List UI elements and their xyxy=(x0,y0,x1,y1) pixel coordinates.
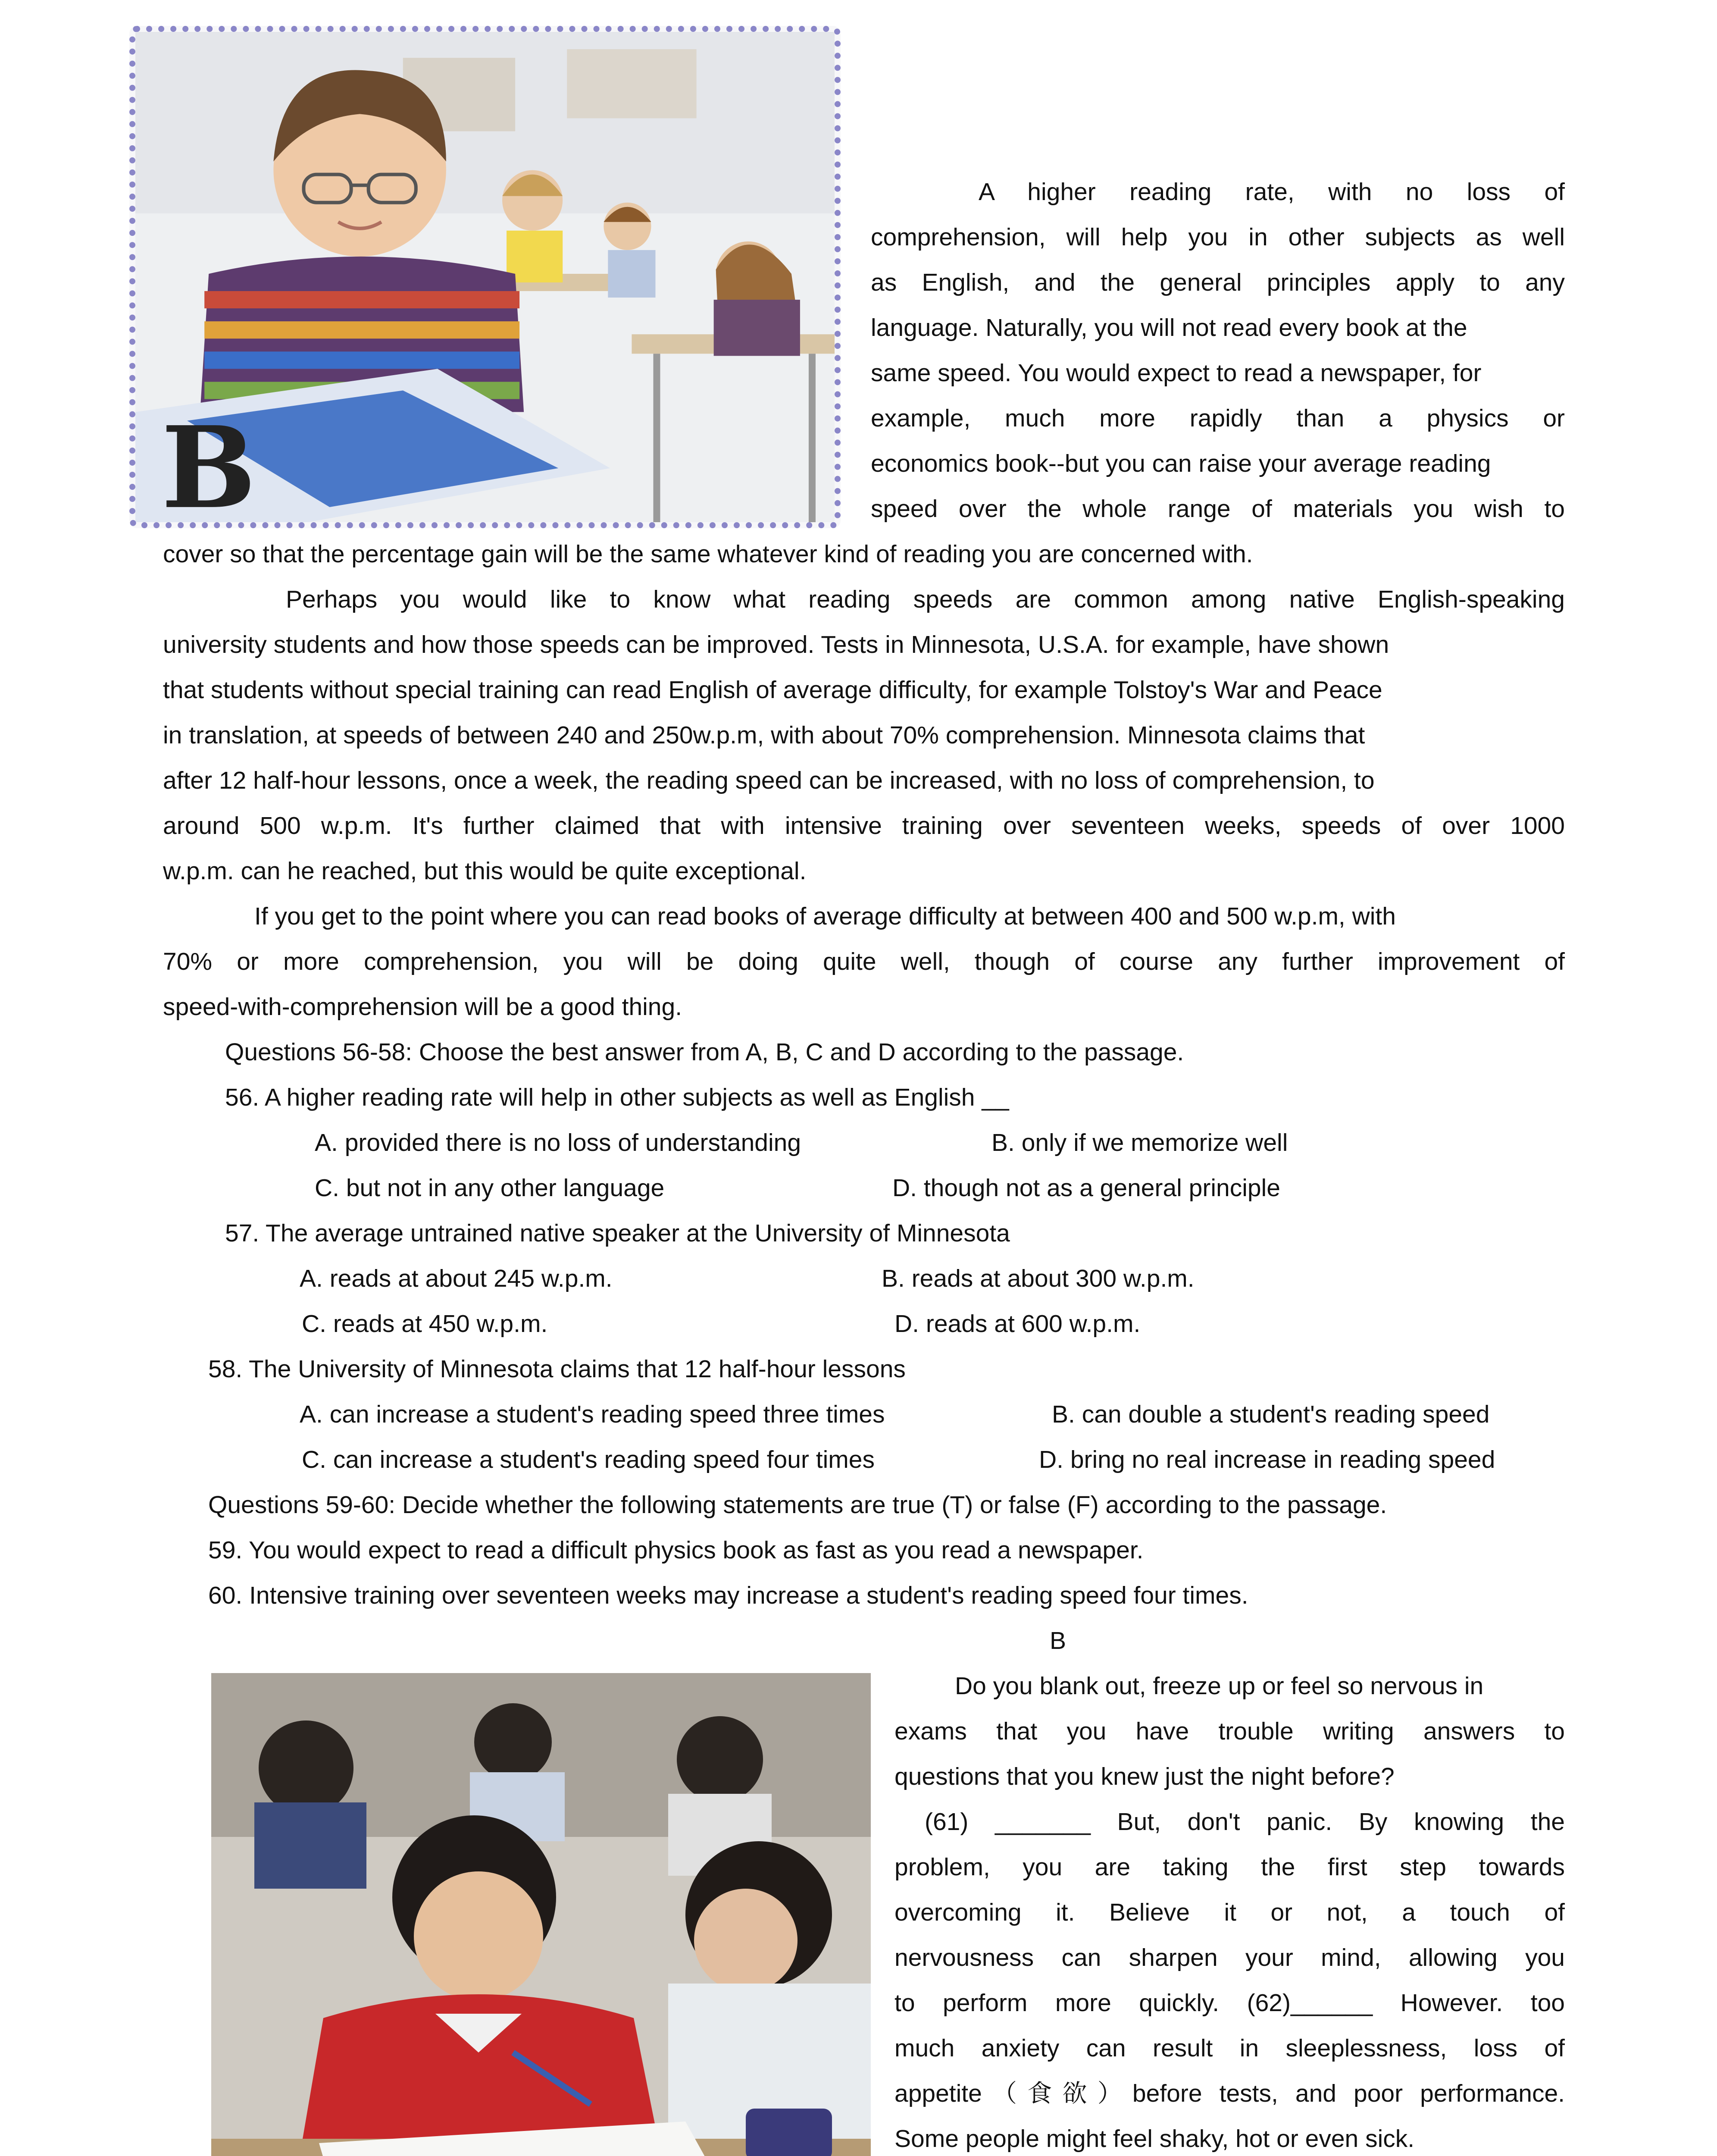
passage-a-p1-line: economics book--but you can raise your average reading xyxy=(871,450,1491,477)
passage-a-p3-line: 70% or more comprehension, you will be doing quite well, though of course any further improvement of xyxy=(163,948,1565,975)
passage-a-p1-line: as English, and the general principles apply to any xyxy=(871,269,1565,296)
boy-reading-in-classroom-photo-icon xyxy=(135,32,835,522)
passage-b-line: problem, you are taking the first step towards xyxy=(894,1853,1565,1881)
question-58-option-b: B. can double a student's reading speed xyxy=(1052,1401,1490,1428)
passage-a-p2-line: in translation, at speeds of between 240 and 250w.p.m, with about 70% comprehension. Minnesota claims that xyxy=(163,721,1365,749)
passage-a-p1-line: language. Naturally, you will not read every book at the xyxy=(871,314,1467,342)
passage-a-p1-line: A higher reading rate, with no loss of xyxy=(979,178,1565,206)
question-57-stem: 57. The average untrained native speaker at the University of Minnesota xyxy=(225,1219,1010,1247)
passage-a-p1-line: speed over the whole range of materials you wish to xyxy=(871,495,1565,523)
instructions-59-60: Questions 59-60: Decide whether the following statements are true (T) or false (F) according to the passage. xyxy=(208,1491,1387,1519)
question-59: 59. You would expect to read a difficult physics book as fast as you read a newspaper. xyxy=(208,1536,1144,1564)
question-56-option-d: D. though not as a general principle xyxy=(892,1174,1280,1202)
question-56-option-b: B. only if we memorize well xyxy=(991,1129,1288,1156)
passage-a-p2-line: w.p.m. can he reached, but this would be quite exceptional. xyxy=(163,857,807,885)
instructions-56-58: Questions 56-58: Choose the best answer from A, B, C and D according to the passage. xyxy=(225,1038,1184,1066)
passage-b-line: to perform more quickly. (62)______ However. too xyxy=(894,1989,1565,2017)
classroom-photo-a xyxy=(129,26,841,528)
passage-a-p1-line: same speed. You would expect to read a newspaper, for xyxy=(871,359,1482,387)
question-58-option-a: A. can increase a student's reading speed three times xyxy=(300,1401,885,1428)
classroom-photo-b xyxy=(211,1673,871,2156)
passage-a-p1-line: cover so that the percentage gain will be the same whatever kind of reading you are concerned with. xyxy=(163,540,1253,568)
question-58-option-d: D. bring no real increase in reading speed xyxy=(1039,1446,1495,1473)
passage-a-p3-line: speed-with-comprehension will be a good thing. xyxy=(163,993,682,1021)
question-58-option-c: C. can increase a student's reading speed four times xyxy=(302,1446,875,1473)
passage-a-p1-line: example, much more rapidly than a physics or xyxy=(871,404,1565,432)
passage-b-line: Do you blank out, freeze up or feel so nervous in xyxy=(955,1672,1484,1700)
students-writing-exam-photo-icon xyxy=(211,1673,871,2156)
question-57-option-a: A. reads at about 245 w.p.m. xyxy=(300,1265,613,1292)
passage-b-line: nervousness can sharpen your mind, allowing you xyxy=(894,1944,1565,1971)
passage-a-p2-line: Perhaps you would like to know what reading speeds are common among native English-speaking xyxy=(286,586,1565,613)
passage-a-p2-line: around 500 w.p.m. It's further claimed that with intensive training over seventeen weeks, speeds of over 1000 xyxy=(163,812,1565,840)
question-60: 60. Intensive training over seventeen weeks may increase a student's reading speed four times. xyxy=(208,1582,1248,1609)
passage-b-label: B xyxy=(1050,1627,1066,1655)
question-56-stem: 56. A higher reading rate will help in other subjects as well as English __ xyxy=(225,1084,1009,1111)
passage-b-line: questions that you knew just the night before? xyxy=(894,1763,1395,1790)
passage-b-line: appetite（食欲）before tests, and poor performance. xyxy=(894,2080,1565,2107)
passage-b-line: overcoming it. Believe it or not, a touch of xyxy=(894,1899,1565,1926)
question-57-option-d: D. reads at 600 w.p.m. xyxy=(894,1310,1141,1338)
passage-b-line: much anxiety can result in sleeplessness, loss of xyxy=(894,2034,1565,2062)
passage-b-line: exams that you have trouble writing answers to xyxy=(894,1717,1565,1745)
passage-a-p1-line: comprehension, will help you in other subjects as well xyxy=(871,223,1565,251)
svg-text:B: B xyxy=(161,402,256,522)
question-56-option-a: A. provided there is no loss of understanding xyxy=(315,1129,801,1156)
passage-b-line: Some people might feel shaky, hot or even sick. xyxy=(894,2125,1415,2153)
question-56-option-c: C. but not in any other language xyxy=(315,1174,665,1202)
question-57-option-c: C. reads at 450 w.p.m. xyxy=(302,1310,548,1338)
passage-a-p2-line: university students and how those speeds can be improved. Tests in Minnesota, U.S.A. for example, have shown xyxy=(163,631,1389,658)
passage-b-line: (61) _______ But, don't panic. By knowing the xyxy=(925,1808,1565,1836)
passage-a-p3-line: If you get to the point where you can read books of average difficulty at between 400 and 500 w.p.m, with xyxy=(254,903,1396,930)
question-58-stem: 58. The University of Minnesota claims that 12 half-hour lessons xyxy=(208,1355,906,1383)
passage-a-p2-line: that students without special training can read English of average difficulty, for example Tolstoy's War and Peace xyxy=(163,676,1382,704)
passage-a-p2-line: after 12 half-hour lessons, once a week, the reading speed can be increased, with no loss of comprehension, to xyxy=(163,767,1375,794)
question-57-option-b: B. reads at about 300 w.p.m. xyxy=(882,1265,1195,1292)
